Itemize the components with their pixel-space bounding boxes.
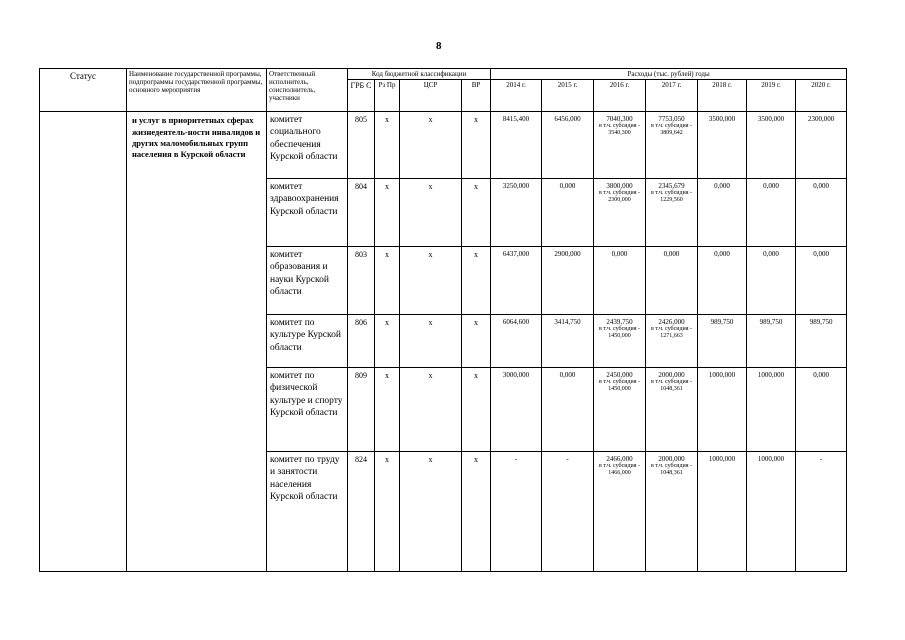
value-main: 2426,000 (658, 318, 685, 327)
status-cell (40, 112, 127, 572)
header-year-2014: 2014 г. (491, 80, 542, 112)
header-year-2017: 2017 г. (646, 80, 698, 112)
header-executor: Ответственный исполнитель, соисполнитель, участники (267, 69, 348, 112)
executor-cell: комитет здравоохранения Курской области (267, 179, 348, 247)
value-2015: 0,000 (542, 368, 594, 452)
vr-cell: х (462, 112, 491, 179)
table-row (40, 112, 847, 179)
subsidy-note: в т.ч. субсидия - 1450,000 (599, 326, 641, 339)
value-main: 2439,750 (606, 318, 633, 327)
value-2018: 3500,000 (698, 112, 747, 179)
value-2019: 0,000 (747, 179, 796, 247)
vr-cell: х (462, 315, 491, 368)
subsidy-note: в т.ч. субсидия - 1048,361 (651, 379, 693, 392)
value-2015: 6456,000 (542, 112, 594, 179)
grbs-cell: 809 (348, 368, 375, 452)
value-2015: 3414,750 (542, 315, 594, 368)
page-number: 8 (436, 40, 442, 52)
value-2016 (594, 112, 646, 179)
value-main: 2345,679 (658, 182, 685, 191)
rzpr-cell: х (375, 112, 400, 179)
value-2017 (646, 179, 698, 247)
value-2016 (594, 247, 646, 315)
value-2017 (646, 112, 698, 179)
subsidy-note: в т.ч. субсидия - 1271,663 (651, 326, 693, 339)
value-2019: 1000,000 (747, 368, 796, 452)
grbs-cell: 803 (348, 247, 375, 315)
value-2016 (594, 179, 646, 247)
rzpr-cell: х (375, 179, 400, 247)
header-grbs: ГРБ С (348, 80, 375, 112)
grbs-cell: 806 (348, 315, 375, 368)
value-2016 (594, 368, 646, 452)
rzpr-cell: х (375, 368, 400, 452)
subsidy-note: в т.ч. субсидия - 1048,361 (651, 463, 693, 476)
value-2018: 1000,000 (698, 368, 747, 452)
value-2019: 0,000 (747, 247, 796, 315)
header-rzpr: Рз Пр (375, 80, 400, 112)
value-2020: 0,000 (796, 368, 847, 452)
subsidy-note: в т.ч. субсидия - 1229,560 (651, 190, 693, 203)
value-main: 7753,050 (658, 115, 685, 124)
value-2018: 0,000 (698, 247, 747, 315)
value-2018: 0,000 (698, 179, 747, 247)
value-2014: 6437,000 (491, 247, 542, 315)
subsidy-note: в т.ч. субсидия - 3809,642 (651, 123, 693, 136)
value-main: 2000,000 (658, 371, 685, 380)
vr-cell: х (462, 247, 491, 315)
executor-cell: комитет образования и науки Курской области (267, 247, 348, 315)
value-2015: - (542, 452, 594, 572)
vr-cell: х (462, 452, 491, 572)
value-2014: 8415,400 (491, 112, 542, 179)
value-main: 2466,000 (606, 455, 633, 464)
value-2014: 6064,600 (491, 315, 542, 368)
subsidy-note: в т.ч. субсидия - 3540,300 (599, 123, 641, 136)
value-2018: 1000,000 (698, 452, 747, 572)
value-2016 (594, 315, 646, 368)
value-main: 2450,000 (606, 371, 633, 380)
value-2017 (646, 452, 698, 572)
value-2020: - (796, 452, 847, 572)
csr-cell: х (400, 179, 462, 247)
rzpr-cell: х (375, 452, 400, 572)
header-year-2018: 2018 г. (698, 80, 747, 112)
value-2020: 0,000 (796, 247, 847, 315)
csr-cell: х (400, 315, 462, 368)
executor-cell: комитет социального обеспечения Курской области (267, 112, 348, 179)
executor-cell: комитет по культуре Курской области (267, 315, 348, 368)
value-main: 2000,000 (658, 455, 685, 464)
header-code-group: Код бюджетной классификации (348, 69, 491, 80)
header-expenses-group: Расходы (тыс. рублей) годы (491, 69, 847, 80)
value-2019: 1000,000 (747, 452, 796, 572)
grbs-cell: 804 (348, 179, 375, 247)
value-main: 3800,000 (606, 182, 633, 191)
header-vr: ВР (462, 80, 491, 112)
header-status: Статус (40, 69, 127, 112)
value-main: 0,000 (611, 250, 628, 259)
rzpr-cell: х (375, 315, 400, 368)
csr-cell: х (400, 368, 462, 452)
rzpr-cell: х (375, 247, 400, 315)
value-2015: 0,000 (542, 179, 594, 247)
header-year-2015: 2015 г. (542, 80, 594, 112)
csr-cell: х (400, 452, 462, 572)
header-year-2019: 2019 г. (747, 80, 796, 112)
header-year-2020: 2020 г. (796, 80, 847, 112)
header-year-2016: 2016 г. (594, 80, 646, 112)
vr-cell: х (462, 179, 491, 247)
value-2017 (646, 315, 698, 368)
budget-table (39, 68, 847, 572)
value-2017 (646, 247, 698, 315)
value-main: 0,000 (663, 250, 680, 259)
value-2020: 0,000 (796, 179, 847, 247)
value-2014: - (491, 452, 542, 572)
header-row-1 (40, 69, 847, 80)
value-2019: 989,750 (747, 315, 796, 368)
header-csr: ЦСР (400, 80, 462, 112)
vr-cell: х (462, 368, 491, 452)
subsidy-note: в т.ч. субсидия - 1450,000 (599, 379, 641, 392)
grbs-cell: 805 (348, 112, 375, 179)
csr-cell: х (400, 112, 462, 179)
executor-cell: комитет по физической культуре и спорту Курской области (267, 368, 348, 452)
executor-cell: комитет по труду и занятости населения Курской области (267, 452, 348, 572)
grbs-cell: 824 (348, 452, 375, 572)
program-name: и услуг в приоритетных сферах жизнедеятель-ности инвалидов и других маломобильных групп населения в Курской области (127, 112, 267, 572)
value-main: 7040,300 (606, 115, 633, 124)
value-2014: 3000,000 (491, 368, 542, 452)
value-2019: 3500,000 (747, 112, 796, 179)
subsidy-note: в т.ч. субсидия - 1466,000 (599, 463, 641, 476)
value-2017 (646, 368, 698, 452)
header-name: Наименование государственной программы, подпрограммы государственной программы, основного мероприятия (127, 69, 267, 112)
value-2020: 2300,000 (796, 112, 847, 179)
value-2015: 2900,000 (542, 247, 594, 315)
value-2014: 3250,000 (491, 179, 542, 247)
csr-cell: х (400, 247, 462, 315)
value-2018: 989,750 (698, 315, 747, 368)
subsidy-note: в т.ч. субсидия - 2300,000 (599, 190, 641, 203)
value-2020: 989,750 (796, 315, 847, 368)
value-2016 (594, 452, 646, 572)
